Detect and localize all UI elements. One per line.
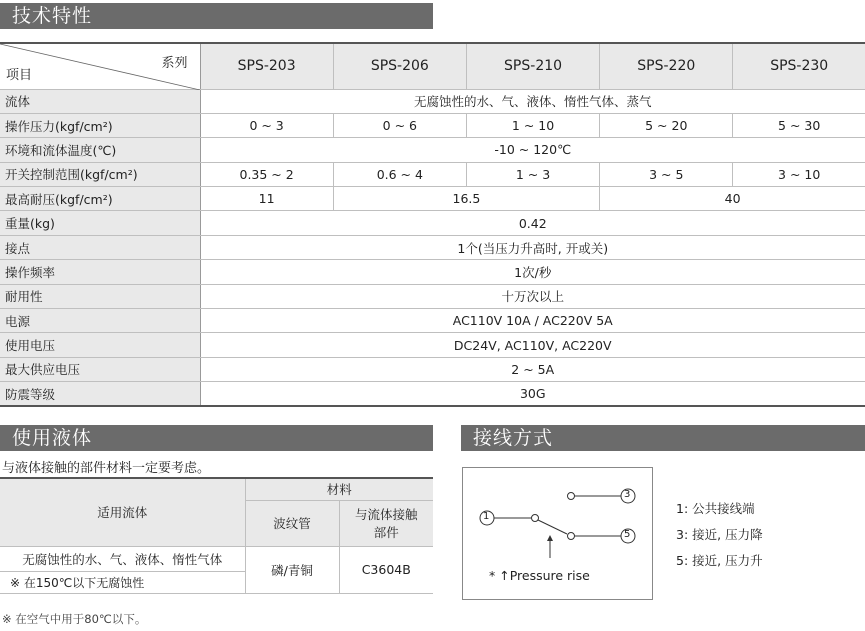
fluid-header-row: [0, 478, 433, 500]
row-label: 最高耐压(kgf/cm²): [0, 187, 200, 211]
row-value: 3 ~ 10: [733, 162, 865, 186]
spec-corner-cell: [0, 43, 200, 89]
row-value: 0.42: [200, 211, 865, 235]
corner-item-label: 项目: [6, 67, 33, 83]
row-label: 防震等级: [0, 382, 200, 406]
terminal-5-label: 5: [624, 529, 631, 540]
row-label: 流体: [0, 89, 200, 113]
model-header: SPS-210: [466, 43, 599, 89]
row-value: 11: [200, 187, 333, 211]
row-value: DC24V, AC110V, AC220V: [200, 333, 865, 357]
row-value: 0 ~ 6: [333, 113, 466, 137]
spec-row-pressure: [0, 113, 865, 137]
spec-row-weight: [0, 211, 865, 235]
row-value: 1个(当压力升高时, 开或关): [200, 235, 865, 259]
model-header: SPS-203: [200, 43, 333, 89]
row-label: 使用电压: [0, 333, 200, 357]
fluid-desc: 无腐蚀性的水、气、液体、惰性气体: [0, 546, 245, 571]
model-header: SPS-206: [333, 43, 466, 89]
legend-text: 接近, 压力降: [692, 527, 763, 542]
spec-row-durability: [0, 284, 865, 308]
spec-row-power: [0, 309, 865, 333]
row-label: 开关控制范围(kgf/cm²): [0, 162, 200, 186]
legend-item: [676, 525, 763, 543]
row-value: 0.6 ~ 4: [333, 162, 466, 186]
contact-col-header: 与流体接触部件: [339, 500, 433, 546]
wiring-section-title: 接线方式: [461, 425, 865, 451]
row-value: 16.5: [333, 187, 599, 211]
legend-item: [676, 499, 755, 517]
air-footnote: ※ 在空气中用于80℃以下。: [2, 612, 147, 626]
row-value: 1 ~ 10: [466, 113, 599, 137]
material-note: 与液体接触的部件材料一定要考虑。: [2, 461, 211, 476]
terminal-1-label: 1: [483, 511, 490, 522]
legend-num: 5:: [676, 553, 689, 568]
row-value: AC110V 10A / AC220V 5A: [200, 309, 865, 333]
model-header: SPS-230: [733, 43, 865, 89]
bellows-value: 磷/青铜: [245, 546, 339, 593]
legend-num: 3:: [676, 527, 689, 542]
fluid-col-header: 适用流体: [0, 478, 245, 546]
legend-text: 公共接线端: [692, 501, 755, 516]
spec-row-fluid: [0, 89, 865, 113]
fluid-table: [0, 477, 433, 594]
spec-row-voltage: [0, 333, 865, 357]
material-col-header: 材料: [245, 478, 433, 500]
fluid-sub-note: ※ 在150℃以下无腐蚀性: [0, 571, 245, 593]
row-value: 1 ~ 3: [466, 162, 599, 186]
tech-spec-title: 技术特性: [0, 3, 433, 29]
fluid-section-title: 使用液体: [0, 425, 433, 451]
row-value: 十万次以上: [200, 284, 865, 308]
row-label: 接点: [0, 235, 200, 259]
spec-row-max-supply: [0, 357, 865, 381]
spec-row-range: [0, 162, 865, 186]
row-value: 30G: [200, 382, 865, 406]
row-value: 0 ~ 3: [200, 113, 333, 137]
row-value: -10 ~ 120℃: [200, 138, 865, 162]
row-value: 0.35 ~ 2: [200, 162, 333, 186]
terminal-3-label: 3: [624, 489, 631, 500]
pressure-rise-caption: * ↑Pressure rise: [489, 568, 590, 583]
spec-row-max-pressure: [0, 187, 865, 211]
corner-series-label: 系列: [161, 56, 188, 71]
spec-row-contact: [0, 235, 865, 259]
row-value: 无腐蚀性的水、气、液体、惰性气体、蒸气: [200, 89, 865, 113]
spec-table: [0, 42, 865, 407]
legend-item: [676, 551, 763, 569]
spec-header-row: [0, 43, 865, 89]
spec-row-temperature: [0, 138, 865, 162]
spec-row-frequency: [0, 260, 865, 284]
bellows-col-header: 波纹管: [245, 500, 339, 546]
row-label: 最大供应电压: [0, 357, 200, 381]
row-label: 重量(kg): [0, 211, 200, 235]
wiring-diagram: [462, 467, 653, 600]
legend-text: 接近, 压力升: [692, 553, 763, 568]
row-value: 5 ~ 20: [600, 113, 733, 137]
row-value: 2 ~ 5A: [200, 357, 865, 381]
row-label: 操作频率: [0, 260, 200, 284]
row-value: 40: [600, 187, 865, 211]
row-label: 操作压力(kgf/cm²): [0, 113, 200, 137]
spec-row-shock: [0, 382, 865, 406]
row-value: 5 ~ 30: [733, 113, 865, 137]
contact-value: C3604B: [339, 546, 433, 593]
row-label: 环境和流体温度(℃): [0, 138, 200, 162]
row-label: 电源: [0, 309, 200, 333]
model-header: SPS-220: [600, 43, 733, 89]
row-value: 3 ~ 5: [600, 162, 733, 186]
row-value: 1次/秒: [200, 260, 865, 284]
fluid-row: [0, 546, 433, 571]
row-label: 耐用性: [0, 284, 200, 308]
legend-num: 1:: [676, 501, 689, 516]
